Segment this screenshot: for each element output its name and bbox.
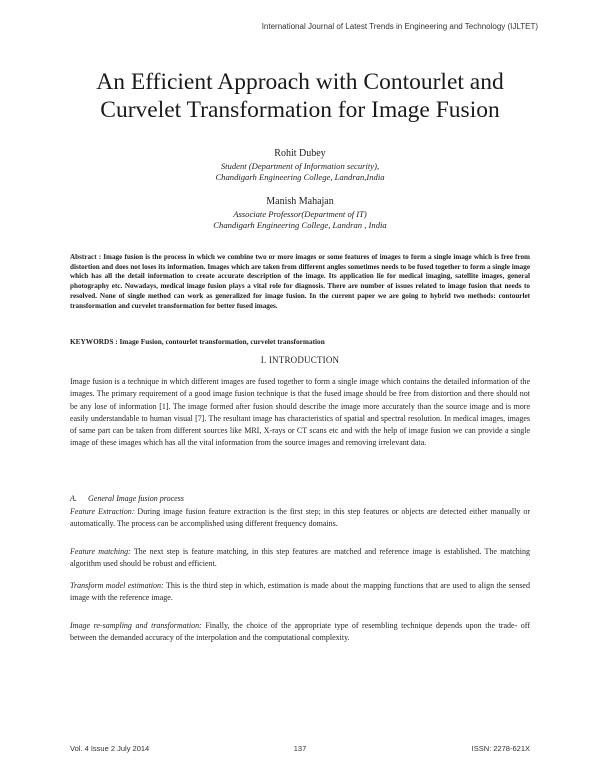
step-paragraph-feature-matching <box>70 546 530 571</box>
subsection-heading <box>70 494 184 503</box>
author-affiliation: Student (Department of Information security), <box>220 161 380 171</box>
subsection-number: A. <box>70 494 77 503</box>
step-label: Feature Extraction: <box>70 507 135 516</box>
subsection-title: General Image fusion process <box>88 494 184 503</box>
introduction-paragraph: Image fusion is a technique in which different images are fused together to form a single image which contains the detailed information of the images. The primary requirement of a good image fusion technique is that the fused image should be free from distortion and there should not be any lose of information [1]. The image formed after fusion should describe the image more accurately than the source image and is more easily understandable to human visual [7]. The resultant image has characteristics of spatial and spectral resolution. In medical images, images of same part can be taken from different sources like MRI, X-rays or CT scans etc and with the help of image fusion we can provide a single image of these images which has all the vital information from the source images and removing irrelevant data. <box>70 377 530 448</box>
step-label: Image re-sampling and transformation: <box>70 621 202 630</box>
step-text: During image fusion feature extraction is the first step; in this step features or objects are detected either manually or automatically. The process can be accomplished using different frequency domains. <box>70 507 530 529</box>
step-paragraph-resampling <box>70 620 530 645</box>
keywords: KEYWORDS : Image Fusion, contourlet transformation, curvelet transformation <box>70 337 325 346</box>
abstract: Abstract : Image fusion is the process in which we combine two or more images or some features of images to form a single image which is free from distortion and does not loses its information. Images which are taken from different angles sometimes needs to be fused together to form a single image which has all the detail information to create accurate description of the image. Its application lie for medical imaging, satellite images, general photography etc. Nowadays, medical image fusion plays a vital role for diagnosis. There are number of issues related to image fusion that needs to resolved. None of single method can work as generalized for image fusion. In the current paper we are going to hybrid two methods: contourlet transformation and curvelet transformation for better fused images. <box>70 253 530 310</box>
journal-header: International Journal of Latest Trends in Engineering and Technology (IJLTET) <box>261 22 538 31</box>
author-name: Rohit Dubey <box>274 148 326 159</box>
author-institution: Chandigarh Engineering College, Landran,India <box>215 172 385 182</box>
step-paragraph-feature-extraction <box>70 506 530 531</box>
section-heading-introduction: I. INTRODUCTION <box>260 355 340 365</box>
step-text: This is the third step in which, estimation is made about the mapping functions that are used to align the sensed image with the reference image. <box>70 581 530 603</box>
step-text: Finally, the choice of the appropriate type of resembling technique depends upon the trade- off between the demanded accuracy of the interpolation and the computational complexity. <box>70 621 530 643</box>
author-block-2 <box>0 196 600 231</box>
author-institution: Chandigarh Engineering College, Landran , India <box>213 220 387 230</box>
paper-title <box>40 68 560 124</box>
step-text: The next step is feature matching, in this step features are matched and reference image is established. The matching algorithm used should be robust and efficient. <box>70 547 530 569</box>
author-name: Manish Mahajan <box>266 196 334 207</box>
author-affiliation: Associate Professor(Department of IT) <box>233 209 367 219</box>
title-line-2: Curvelet Transformation for Image Fusion <box>100 97 500 123</box>
step-label: Feature matching: <box>70 547 131 556</box>
title-line-1: An Efficient Approach with Contourlet and <box>96 69 504 95</box>
author-block-1 <box>0 148 600 183</box>
footer-issn: ISSN: 2278-621X <box>471 744 530 753</box>
footer-page-number: 137 <box>293 744 307 753</box>
step-label: Transform model estimation: <box>70 581 164 590</box>
step-paragraph-transform-model <box>70 580 530 605</box>
footer-volume: Vol. 4 Issue 2 July 2014 <box>70 744 150 753</box>
